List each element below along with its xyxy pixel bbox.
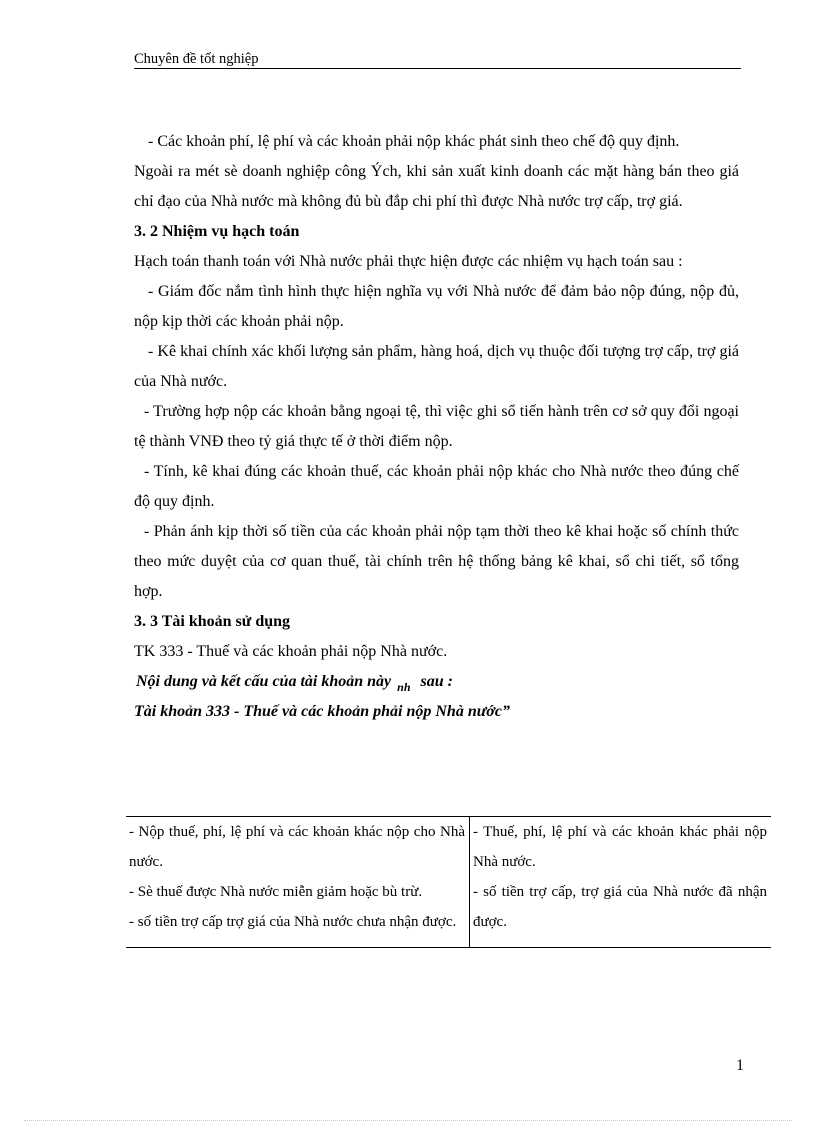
content-structure-tail: sau : [420,673,453,690]
page-bottom-divider [24,1120,792,1121]
paragraph-task-calculate: - Tính, kê khai đúng các khoản thuế, các khoản phải nộp khác cho Nhà nước theo đúng chế độ quy định. [134,463,739,510]
content-structure-text: Nội dung và kết cấu của tài khoản này [136,673,392,690]
debit-item-exempted: - Sè thuế được Nhà nước miễn giảm hoặc bù trừ. [129,884,423,900]
paragraph-task-declare: - Kê khai chính xác khối lượng sản phẩm, hàng hoá, dịch vụ thuộc đối tượng trợ cấp, trợ giá của Nhà nước. [134,343,739,390]
paragraph-tasks-intro: Hạch toán thanh toán với Nhà nước phải thực hiện được các nhiệm vụ hạch toán sau : [134,253,683,270]
paragraph-task-monitor: - Giám đốc nắm tình hình thực hiện nghĩa vụ với Nhà nước để đảm bảo nộp đúng, nộp đủ, nộp kịp thời các khoản phải nộp. [134,283,739,330]
paragraph-fees: - Các khoản phí, lệ phí và các khoản phải nộp khác phát sinh theo chế độ quy định. [148,133,680,150]
account-333-table [126,816,771,948]
table-row [126,817,771,948]
debit-item-paid: - Nộp thuế, phí, lệ phí và các khoản khác nộp cho Nhà nước. [129,824,465,870]
debit-cell [126,817,470,948]
paragraph-task-foreign-currency: - Trường hợp nộp các khoản bằng ngoại tệ, thì việc ghi sổ tiến hành trên cơ sở quy đổi ngoại tệ thành VNĐ theo tỷ giá thực tế ở thời điểm nộp. [134,403,739,450]
paragraph-task-reflect: - Phản ánh kịp thời số tiền của các khoản phải nộp tạm thời theo kê khai hoặc số chính thức theo mức duyệt của cơ quan thuế, tài chính trên hệ thống bảng kê khai, sổ chi tiết, sổ tổng hợp. [134,523,739,600]
paragraph-subsidy: Ngoài ra mét sè doanh nghiệp công Ých, khi sản xuất kinh doanh các mặt hàng bán theo giá chỉ đạo của Nhà nước mà không đủ bù đắp chi phí thì được Nhà nước trợ cấp, trợ giá. [134,163,739,210]
credit-item-subsidy-received: - số tiền trợ cấp, trợ giá của Nhà nước đã nhận được. [473,884,767,930]
page-header [134,50,741,69]
paragraph-account-333: TK 333 - Thuế và các khoản phải nộp Nhà nước. [134,643,448,660]
page-number: 1 [736,1057,744,1074]
header-title: Chuyên đề tốt nghiệp [134,51,259,67]
debit-item-subsidy-unreceived: - số tiền trợ cấp trợ giá của Nhà nước chưa nhận được. [129,914,457,930]
credit-cell [470,817,772,948]
section-heading-3-3: 3. 3 Tài khoản sử dụng [134,613,291,630]
paragraph-content-structure [134,667,739,697]
document-body [134,127,739,727]
content-structure-subscript: nh [397,680,411,694]
account-table-title: Tài khoản 333 - Thuế và các khoản phải nộp Nhà nước” [134,703,510,720]
credit-item-payable: - Thuế, phí, lệ phí và các khoản khác phải nộp Nhà nước. [473,824,767,870]
section-heading-3-2: 3. 2 Nhiệm vụ hạch toán [134,223,300,240]
